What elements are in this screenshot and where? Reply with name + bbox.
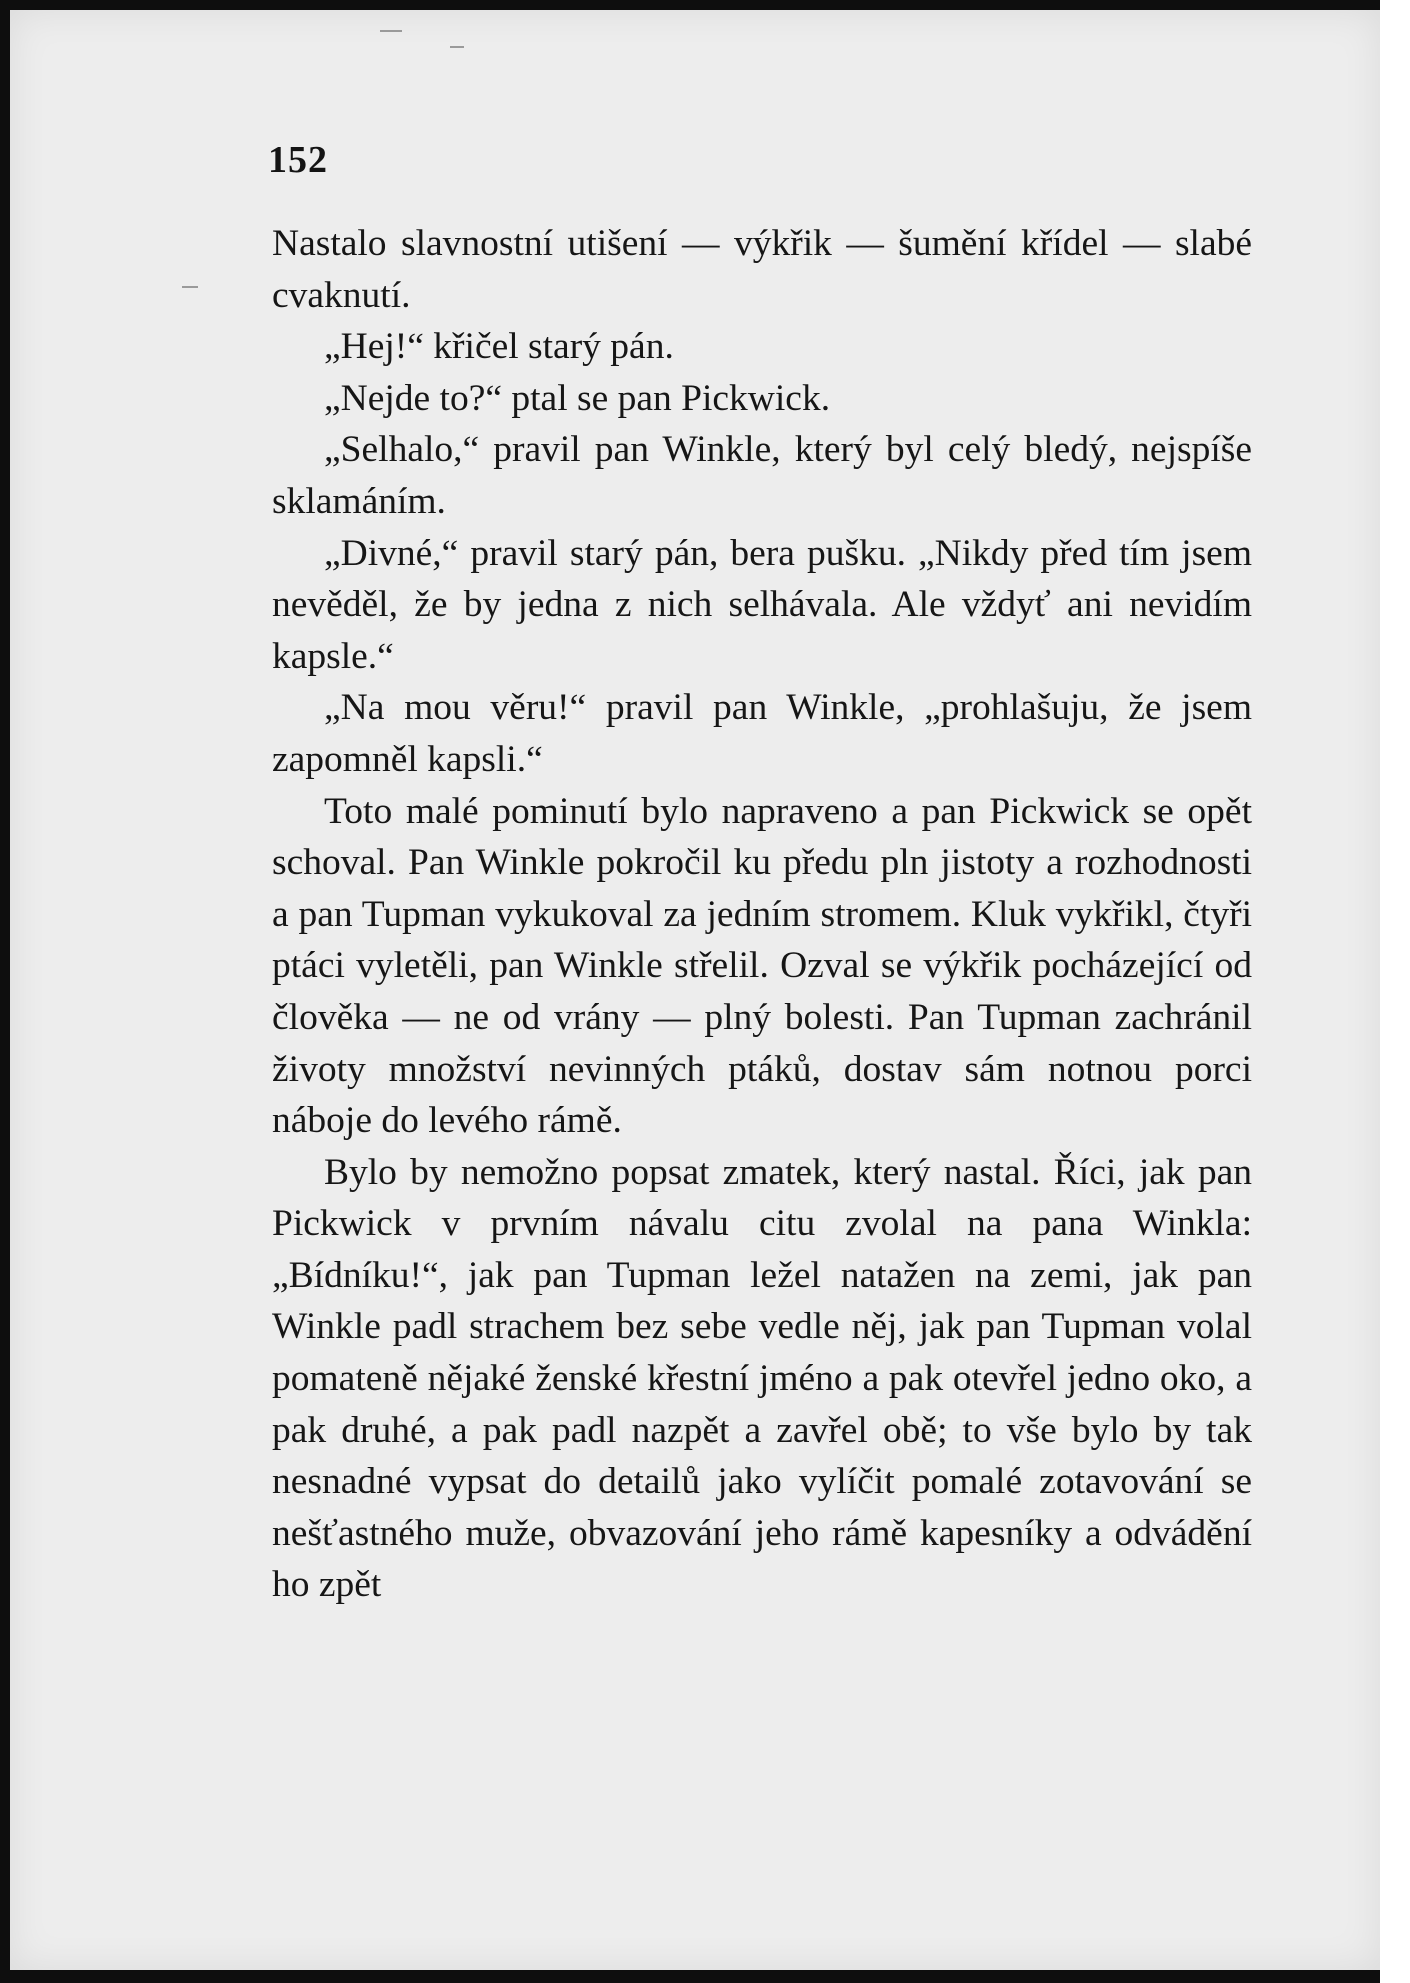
print-speck (450, 46, 464, 48)
paragraph: Nastalo slavnostní utišení — výkřik — šumění křídel — slabé cvaknutí. (272, 223, 1252, 316)
paragraph: „Selhalo,“ pravil pan Winkle, který byl celý bledý, nejspíše sklamáním. (272, 429, 1252, 522)
paragraph: Toto malé pominutí bylo napraveno a pan Pickwick se opět schoval. Pan Winkle pokročil ku předu pln jistoty a rozhodnosti a pan Tupman vykukoval za jedním stromem. Kluk vykřikl, čtyři ptáci vyletěli, pan Winkle střelil. Ozval se výkřik pocházející od člověka — ne od vrány — plný bolesti. Pan Tupman zachránil životy množství nevinných ptáků, dostav sám notnou porci náboje do levého rámě. (272, 790, 1252, 1142)
print-speck (380, 30, 402, 32)
print-speck (182, 286, 198, 288)
body-text (272, 218, 1252, 1611)
book-page (10, 10, 1380, 1970)
paragraph: „Hej!“ křičel starý pán. (324, 326, 674, 368)
paragraph: „Divné,“ pravil starý pán, bera pušku. „Nikdy před tím jsem nevěděl, že by jedna z nich selhávala. Ale vždyť ani nevidím kapsle.“ (272, 532, 1252, 677)
paragraph: Bylo by nemožno popsat zmatek, který nastal. Říci, jak pan Pickwick v prvním návalu citu zvolal na pana Winkla: „Bídníku!“, jak pan Tupman ležel natažen na zemi, jak pan Winkle padl strachem bez sebe vedle něj, jak pan Tupman volal pomateně nějaké ženské křestní jméno a pak otevřel jedno oko, a pak druhé, a pak padl nazpět a zavřel obě; to vše bylo by tak nesnadné vypsat do detailů jako vylíčit pomalé zotavování se nešťastného muže, obvazování jeho rámě kapesníky a odvádění ho zpět (272, 1151, 1252, 1606)
scan-edge (1380, 0, 1410, 1983)
paragraph: „Na mou věru!“ pravil pan Winkle, „prohlašuju, že jsem zapomněl kapsli.“ (272, 687, 1252, 780)
paragraph: „Nejde to?“ ptal se pan Pickwick. (324, 377, 831, 419)
page-number: 152 (268, 139, 328, 181)
